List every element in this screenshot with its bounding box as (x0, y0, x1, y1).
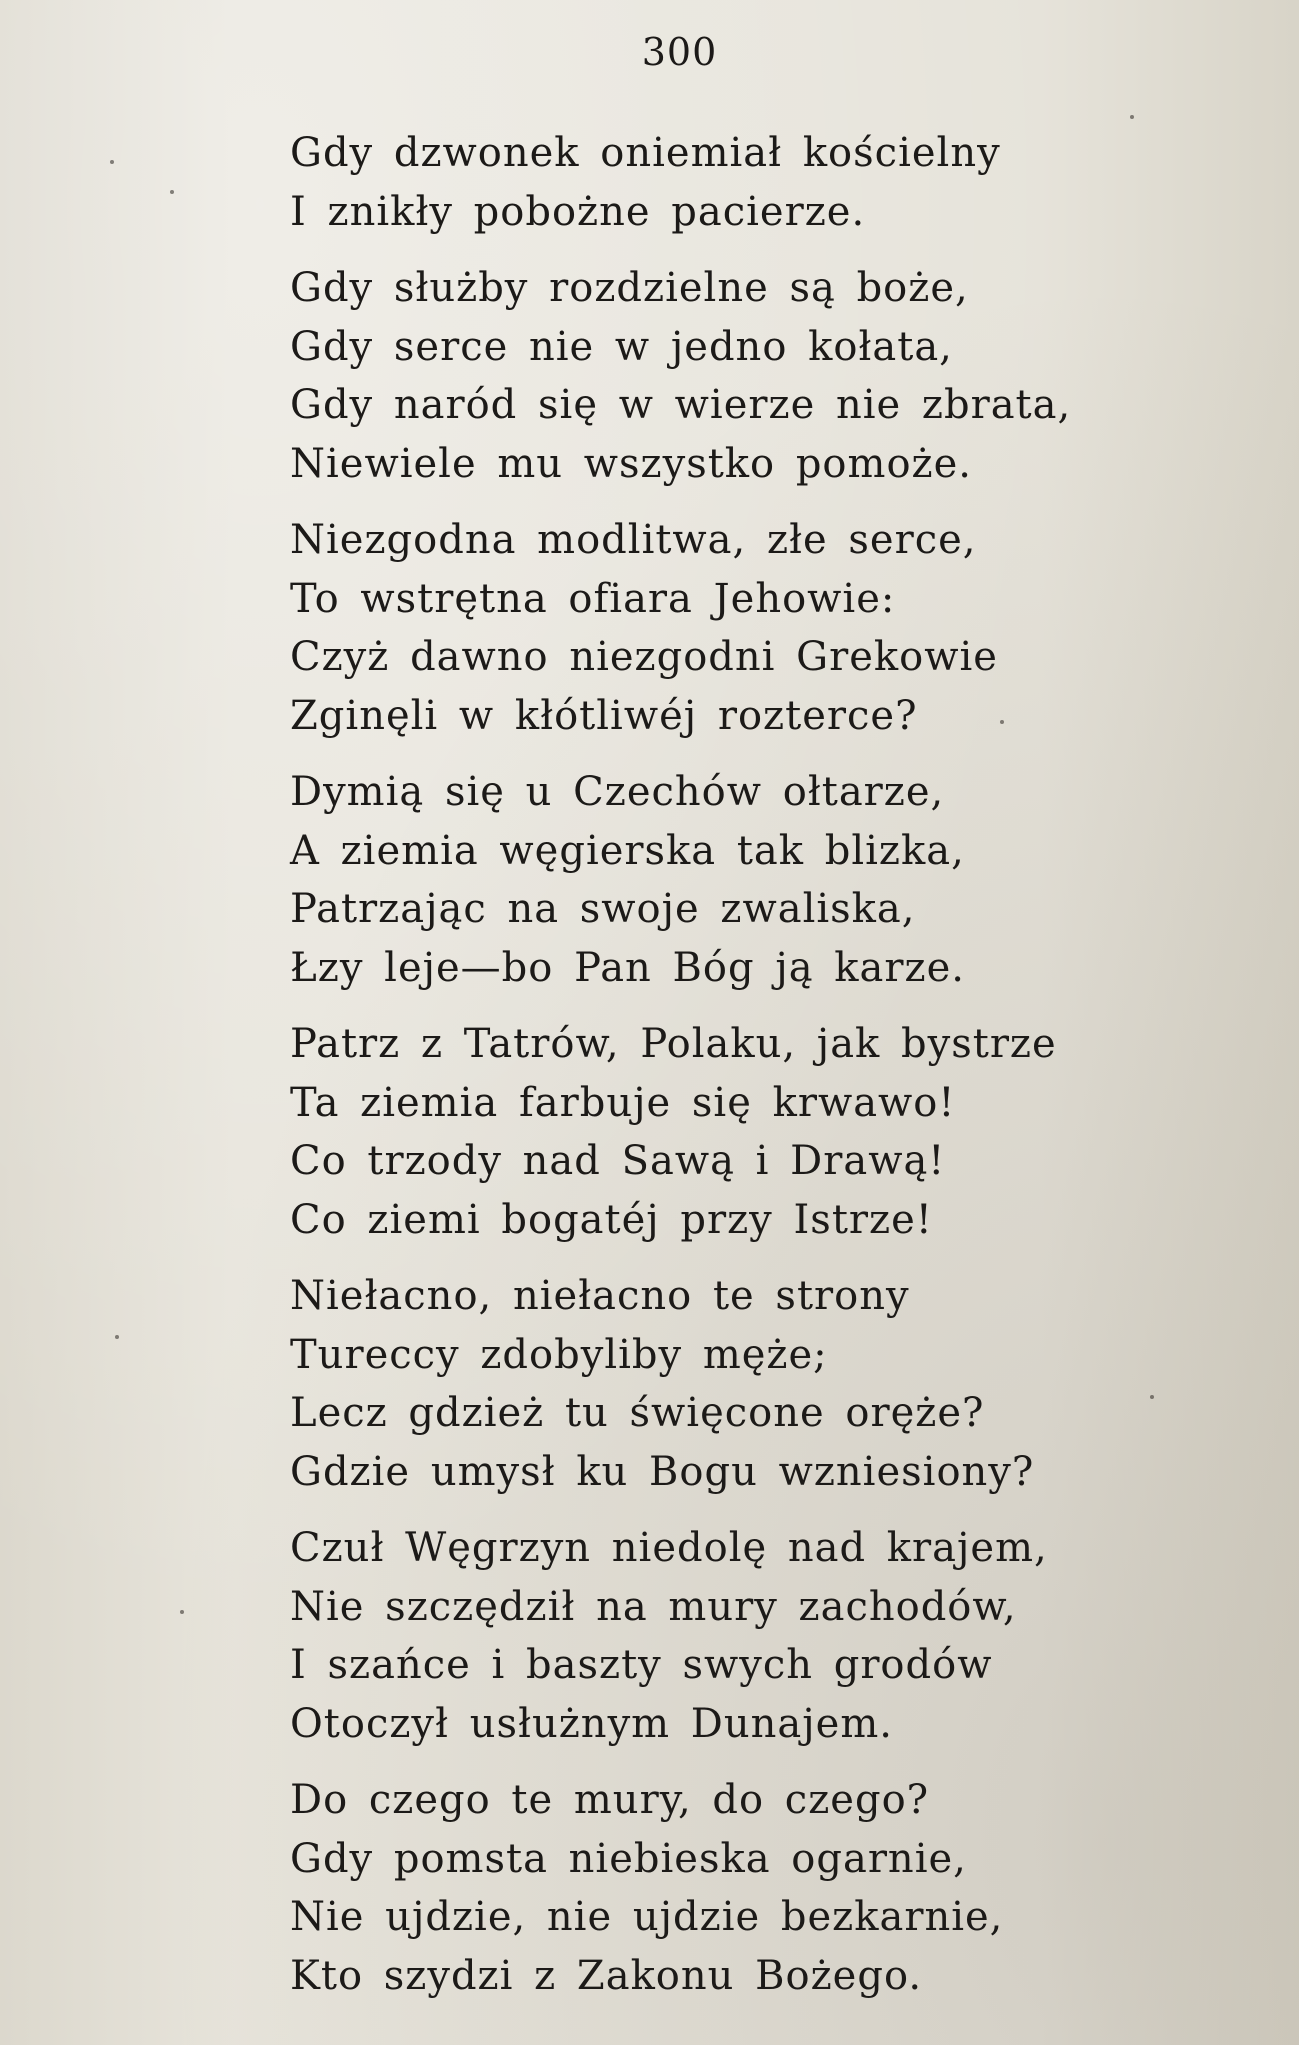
poem-line: Do czego te mury, do czego? (290, 1777, 930, 1823)
stanza (290, 1519, 1170, 1753)
poem-line: Gdy służby rozdzielne są boże, (290, 265, 969, 311)
poem-line: Czyż dawno niezgodni Grekowie (290, 634, 998, 680)
poem-line: Co ziemi bogatéj przy Istrze! (290, 1196, 933, 1243)
stanza (290, 1015, 1170, 1249)
poem-line: Gdy dzwonek oniemiał kościelny (290, 130, 1001, 176)
poem-line: Gdzie umysł ku Bogu wzniesiony? (290, 1448, 1035, 1495)
stanza (290, 1267, 1170, 1501)
poem-line: Kto szydzi z Zakonu Bożego. (290, 1952, 923, 1999)
paper-speck (1130, 115, 1134, 119)
poem-line: Lecz gdzież tu święcone oręże? (290, 1390, 985, 1436)
stanza (290, 259, 1170, 493)
stanza (290, 511, 1170, 745)
paper-speck (180, 1610, 184, 1614)
stanza (290, 763, 1170, 997)
poem (290, 124, 1170, 2023)
poem-line: Niezgodna modlitwa, złe serce, (290, 517, 977, 563)
paper-speck (1150, 1395, 1154, 1399)
paper-speck (115, 1335, 119, 1339)
poem-line: Tureccy zdobyliby męże; (290, 1331, 828, 1378)
poem-line: Nie ujdzie, nie ujdzie bezkarnie, (290, 1894, 1004, 1940)
poem-line: Czuł Węgrzyn niedolę nad krajem, (290, 1525, 1048, 1571)
poem-line: Patrzając na swoje zwaliska, (290, 886, 916, 932)
poem-line: Łzy leje—bo Pan Bóg ją karze. (290, 944, 965, 991)
poem-line: Zginęli w kłótliwéj roztercе? (290, 692, 918, 739)
poem-line: I znikły pobożne pacierze. (290, 188, 866, 235)
paper-speck (110, 160, 114, 164)
poem-line: Gdy pomsta niebieska ogarnie, (290, 1835, 967, 1882)
stanza (290, 124, 1170, 241)
poem-line: Gdy serce nie w jedno kołata, (290, 323, 953, 370)
poem-line: Gdy naród się w wierze nie zbrata, (290, 382, 1072, 428)
poem-line: Co trzody nad Sawą i Drawą! (290, 1138, 946, 1184)
stanza (290, 1771, 1170, 2005)
poem-line: Niewiele mu wszystko pomoże. (290, 440, 972, 487)
poem-line: Otoczył usłużnym Dunajem. (290, 1700, 893, 1747)
paper-speck (170, 190, 174, 194)
poem-line: To wstrętna ofiara Jehowie: (290, 575, 896, 622)
poem-line: A ziemia węgierska tak blizka, (290, 827, 965, 874)
poem-line: Ta ziemia farbuje się krwawo! (290, 1079, 956, 1126)
poem-line: Dymią się u Czechów ołtarze, (290, 769, 945, 815)
poem-line: Niełacno, niełacno te strony (290, 1273, 910, 1319)
poem-line: I szańce i baszty swych grodów (290, 1642, 993, 1688)
poem-line: Nie szczędził na mury zachodów, (290, 1583, 1017, 1630)
paper-speck (1000, 720, 1004, 724)
page-number: 300 (641, 30, 718, 74)
poem-line: Patrz z Tatrów, Polaku, jak bystrze (290, 1021, 1057, 1067)
